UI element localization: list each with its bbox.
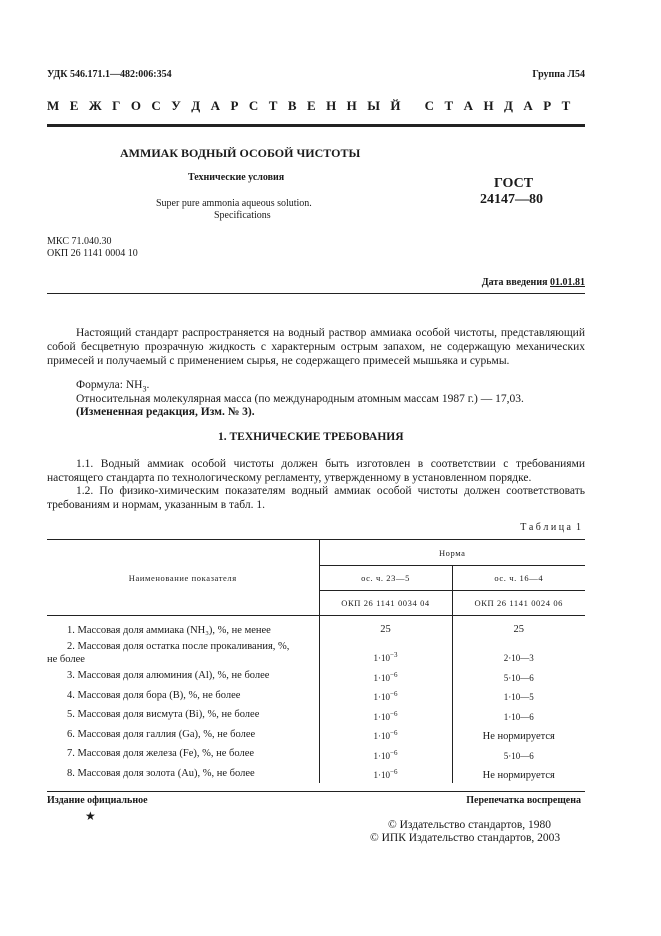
norm-value-text: 1·10—5 [503,692,534,702]
norm-value-exponent: −6 [390,768,398,776]
reprint-notice: Перепечатка воспрещена [466,795,581,806]
column-norm-header: Норма [319,540,585,566]
star-icon: ★ [85,809,96,823]
formula-subscript: 3 [142,384,147,394]
clause-1-2: 1.2. По физико-химическим показателям водный аммиак особой чистоты должен соответствовать требованиям и нормам, указанным в табл. 1. [47,485,585,511]
grade-2: ос. ч. 16—4 [452,566,585,591]
norm-value-grade-2 [452,764,585,784]
official-edition: Издание официальное [47,795,148,806]
norm-value-exponent: −6 [390,690,398,698]
grade-1: ос. ч. 23—5 [319,566,452,591]
norm-value-text: Не нормируется [482,770,555,781]
indicator-name [47,764,319,784]
norm-value-text: 2·10—3 [503,653,534,663]
norm-value-grade-2 [452,616,585,638]
copyright-2003: © ИПК Издательство стандартов, 2003 [370,832,561,844]
table-row [47,705,585,725]
norm-value-grade-2 [452,637,585,666]
indicator-name [47,686,319,706]
copyright-1980: © Издательство стандартов, 1980 [388,819,552,831]
indicator-name-text: 5. Массовая доля висмута (Bi), %, не более [67,709,260,720]
intro-date-value: 01.01.81 [550,277,585,288]
indicator-name [47,744,319,764]
column-name-header: Наименование показателя [47,540,319,616]
indicator-name [47,666,319,686]
norm-value-text: 1·10 [373,672,391,683]
norm-value-grade-1 [319,686,452,706]
clause-1-1: 1.1. Водный аммиак особой чистоты должен быть изготовлен в соответствии с требованиями настоящего стандарта по технологическому регламенту, утвержденному в установленном порядке. [47,458,585,484]
table-body [47,616,585,784]
document-subtitle: Технические условия [188,172,285,183]
indicator-name [47,725,319,745]
norm-value-exponent: −6 [390,748,398,757]
standard-banner: М Е Ж Г О С У Д А Р С Т В Е Н Н Ы Й С Т А Н Д А Р Т [47,98,574,113]
norm-value-grade-2 [452,744,585,764]
okp-code: ОКП 26 1141 0004 10 [47,248,138,259]
molar-mass-line: Относительная молекулярная масса (по международным атомным массам 1987 г.) — 17,03. [76,393,524,405]
norm-value-grade-1 [319,637,452,666]
gost-label: ГОСТ [494,176,534,191]
norm-value-text: 1·10 [373,770,391,780]
indicator-name-text: 2. Массовая доля остатка после прокаливания, %, [67,641,290,652]
norm-value-exponent: −6 [390,709,398,718]
norm-value-exponent: −6 [390,729,398,737]
okp-1: ОКП 26 1141 0034 04 [319,591,452,616]
table-row [47,764,585,784]
table-header-row [47,540,585,566]
intro-date-label: Дата введения [481,277,548,288]
footer-rule [47,791,585,792]
indicator-name-text: 7. Массовая доля железа (Fe), %, не более [67,748,255,759]
indicator-name-text: 3. Массовая доля алюминия (Al), %, не более [67,670,270,681]
revision-note: (Измененная редакция, Изм. № 3). [76,406,255,418]
norm-value-text: 1·10 [373,692,391,702]
indicator-name [47,705,319,725]
indicator-name-text: 1. Массовая доля аммиака (NH₃), %, не менее [67,625,271,636]
norm-value-grade-2 [452,725,585,745]
intro-date [482,277,585,288]
date-rule [47,293,585,294]
norm-value-exponent: −3 [390,651,398,659]
norm-value-grade-1 [319,616,452,638]
norm-value-grade-2 [452,686,585,706]
norm-value-grade-2 [452,705,585,725]
banner-rule [47,124,585,127]
norm-value-text: 1·10 [373,653,391,663]
requirements-table [47,539,585,783]
english-title-line1: Super pure ammonia aqueous solution. [156,198,312,209]
norm-value-text: 25 [513,624,524,635]
norm-value-text: 1·10 [373,750,391,761]
indicator-name-continuation: не более [47,654,85,665]
formula-label: Формула: NH [76,379,143,391]
norm-value-text: Не нормируется [482,731,555,742]
norm-value-grade-2 [452,666,585,686]
indicator-name [47,616,319,638]
udk-code: УДК 546.171.1—482:006:354 [47,69,172,80]
norm-value-grade-1 [319,666,452,686]
norm-value-exponent: −6 [390,670,398,679]
indicator-name-text: 6. Массовая доля галлия (Ga), %, не более [67,728,256,740]
gost-number: 24147—80 [480,192,543,207]
section-heading: 1. ТЕХНИЧЕСКИЕ ТРЕБОВАНИЯ [218,431,404,443]
table-row [47,744,585,764]
norm-value-grade-1 [319,705,452,725]
norm-value-text: 5·10—6 [503,672,534,683]
norm-value-text: 5·10—6 [503,750,534,761]
norm-value-text: 1·10—6 [503,711,534,722]
norm-value-text: 1·10 [373,711,391,722]
table-row [47,637,585,666]
group-code: Группа Л54 [532,69,585,80]
indicator-name-text: 4. Массовая доля бора (B), %, не более [67,689,241,701]
norm-value-text: 1·10 [373,731,391,741]
table-caption: Т а б л и ц а 1 [520,522,581,533]
indicator-name [47,637,319,666]
table-row [47,686,585,706]
norm-value-text: 25 [380,624,391,635]
table-row [47,666,585,686]
table-row [47,616,585,638]
norm-value-grade-1 [319,744,452,764]
english-title-line2: Specifications [214,210,271,221]
formula-end: . [146,379,150,391]
mks-code: МКС 71.040.30 [47,236,112,247]
norm-value-grade-1 [319,725,452,745]
norm-value-grade-1 [319,764,452,784]
table-row [47,725,585,745]
scope-paragraph: Настоящий стандарт распространяется на водный раствор аммиака особой чистоты, представляющий собой бесцветную прозрачную жидкость с характерным острым запахом, не содержащую механических примесей и получаемый с применением сырья, не содержащего примесей мышьяка и сурьмы. [47,327,585,367]
document-title: АММИАК ВОДНЫЙ ОСОБОЙ ЧИСТОТЫ [120,146,361,160]
okp-2: ОКП 26 1141 0024 06 [452,591,585,616]
indicator-name-text: 8. Массовая доля золота (Au), %, не более [67,767,255,779]
